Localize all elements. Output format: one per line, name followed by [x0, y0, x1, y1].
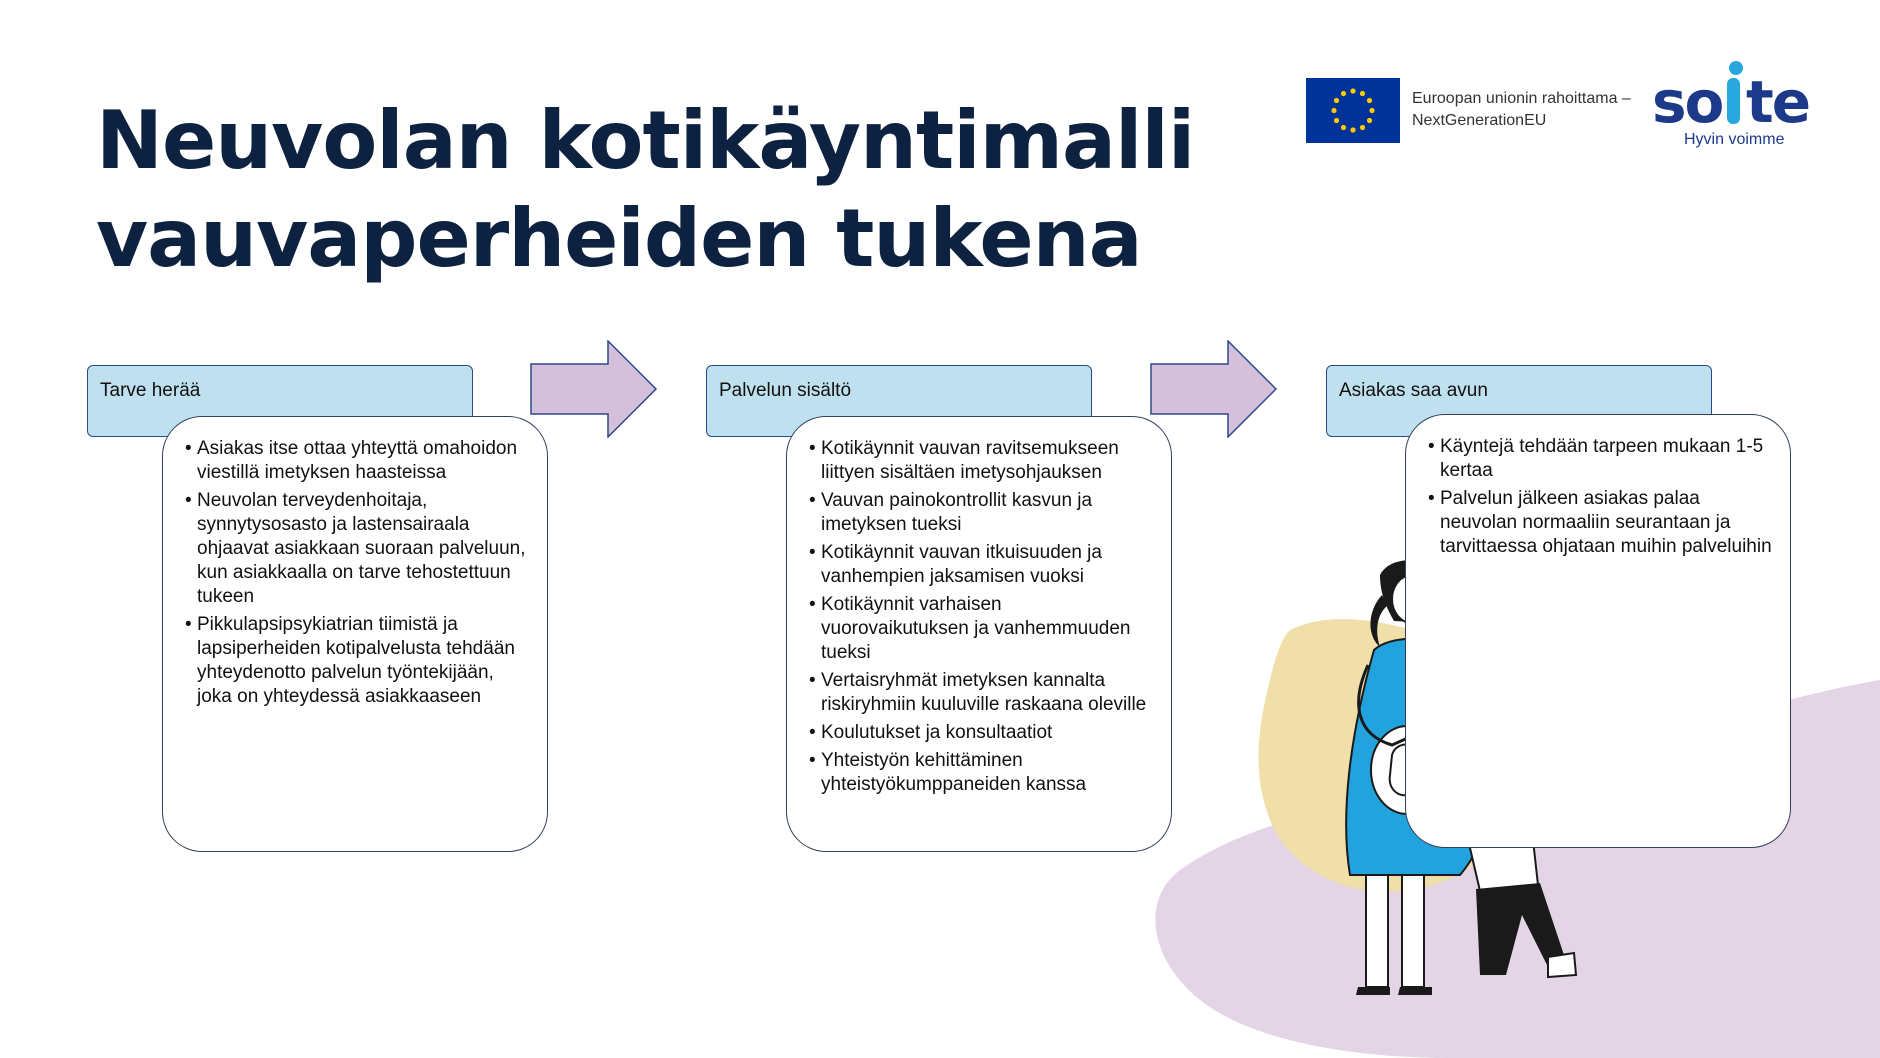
list-item: • Pikkulapsipsykiatrian tiimistä ja lapsiperheiden kotipalvelusta tehdään yhteydenotto palvelun työntekijään, joka on yhteydessä asiakkaaseen — [187, 613, 529, 709]
step-item-list — [187, 437, 529, 709]
eu-funding-line-1: Euroopan unionin rahoittama – — [1412, 90, 1631, 107]
page-title — [96, 92, 1196, 288]
step-item-list — [1430, 435, 1772, 559]
step-header-label: Tarve herää — [100, 380, 201, 401]
eu-funding-text — [1412, 88, 1642, 132]
list-item: • Kotikäynnit vauvan itkuisuuden ja vanhempien jaksamisen vuoksi — [811, 541, 1153, 589]
step-header-label: Asiakas saa avun — [1339, 380, 1488, 401]
title-line-1: Neuvolan kotikäyntimalli — [96, 94, 1195, 187]
list-item: • Asiakas itse ottaa yhteyttä omahoidon viestillä imetyksen haasteissa — [187, 437, 529, 485]
eu-funding-line-2: NextGenerationEU — [1412, 112, 1547, 129]
woman-shoe-right — [1398, 987, 1432, 995]
list-item: • Palvelun jälkeen asiakas palaa neuvolan normaaliin seurantaan ja tarvittaessa ohjataan muihin palveluihin — [1430, 487, 1772, 559]
woman-leg-left — [1366, 875, 1388, 987]
svg-text:so: so — [1652, 68, 1723, 136]
step-content-need — [162, 416, 548, 852]
title-line-2: vauvaperheiden tukena — [96, 192, 1142, 285]
man-shoe — [1548, 953, 1576, 977]
woman-ponytail — [1370, 595, 1388, 647]
svg-text:te: te — [1746, 68, 1810, 136]
step-content-content — [786, 416, 1172, 852]
step-header-label: Palvelun sisältö — [719, 380, 852, 401]
woman-leg-right — [1402, 875, 1424, 987]
list-item: • Käyntejä tehdään tarpeen mukaan 1-5 kertaa — [1430, 435, 1772, 483]
step-content-outcome — [1405, 414, 1791, 848]
arrow-right-icon — [1150, 340, 1278, 438]
woman-shoe-left — [1356, 987, 1390, 995]
eu-flag-icon — [1306, 78, 1400, 143]
list-item: • Neuvolan terveydenhoitaja, synnytysosasto ja lastensairaala ohjaavat asiakkaan suoraan palveluun, kun asiakkaalla on tarve tehostettuun tukeen — [187, 489, 529, 609]
soite-tagline: Hyvin voimme — [1684, 131, 1785, 148]
list-item: • Kotikäynnit varhaisen vuorovaikutuksen ja vanhemmuuden tueksi — [811, 593, 1153, 665]
list-item: • Koulutukset ja konsultaatiot — [811, 721, 1153, 745]
arrow-right-icon — [530, 340, 658, 438]
step-item-list — [811, 437, 1153, 797]
list-item: • Yhteistyön kehittäminen yhteistyökumppaneiden kanssa — [811, 749, 1153, 797]
soite-i-stem — [1727, 78, 1740, 124]
list-item: • Vauvan painokontrollit kasvun ja imetyksen tueksi — [811, 489, 1153, 537]
soite-i-dot — [1729, 61, 1743, 75]
list-item: • Kotikäynnit vauvan ravitsemukseen liittyen sisältäen imetysohjauksen — [811, 437, 1153, 485]
list-item: • Vertaisryhmät imetyksen kannalta riskiryhmiin kuuluville raskaana oleville — [811, 669, 1153, 717]
